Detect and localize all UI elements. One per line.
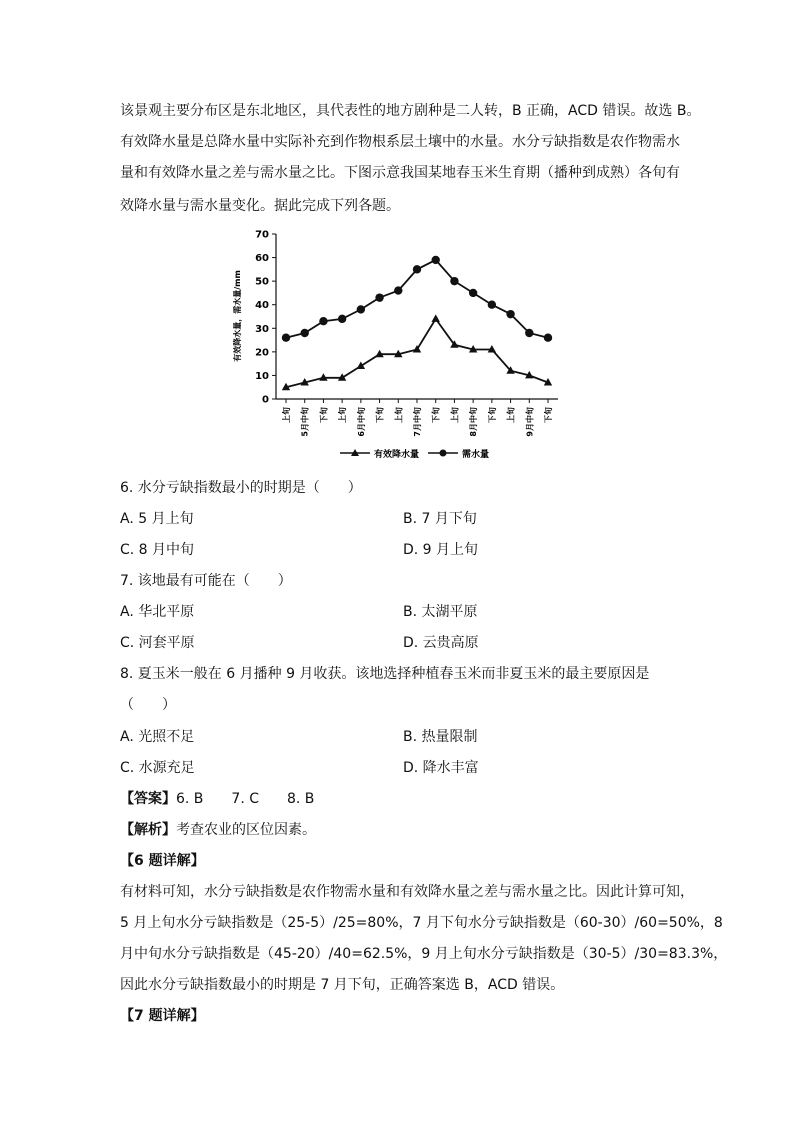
chart-legend xyxy=(340,448,489,460)
x-tick-label: 上旬 xyxy=(338,407,348,423)
demand-point xyxy=(544,334,552,342)
demand-point xyxy=(282,334,290,342)
x-tick-label: 上旬 xyxy=(450,407,460,423)
x-tick-label: 9月中旬 xyxy=(525,407,535,437)
legend-label-demand: 需水量 xyxy=(462,450,490,460)
demand-point xyxy=(469,289,477,297)
q7-option-b: B. 太湖平原 xyxy=(403,604,478,620)
q8-stem: 8. 夏玉米一般在 6 月播种 9 月收获。该地选择种植春玉米而非夏玉米的最主要原因是 xyxy=(120,666,650,682)
x-tick-label: 6月中旬 xyxy=(356,407,366,437)
answer-label: 【答案】 xyxy=(120,791,176,807)
x-tick-label: 8月中旬 xyxy=(469,407,479,437)
q6-stem: 6. 水分亏缺指数最小的时期是（ ） xyxy=(120,480,362,496)
precip-point xyxy=(432,314,440,322)
q8-paren: （ ） xyxy=(120,697,176,713)
x-tick-label: 下旬 xyxy=(487,407,497,423)
q8-option-d: D. 降水丰富 xyxy=(403,760,479,776)
q6-option-a: A. 5 月上旬 xyxy=(120,511,194,527)
x-tick-label: 下旬 xyxy=(319,407,329,423)
detail6-line-2: 5 月上旬水分亏缺指数是（25-5）/25=80%，7 月下旬水分亏缺指数是（60-30）/60=50%，8 xyxy=(120,915,723,931)
y-tick-label: 0 xyxy=(262,394,269,406)
detail6-heading: 【6 题详解】 xyxy=(120,853,205,869)
detail6-line-1: 有材料可知，水分亏缺指数是农作物需水量和有效降水量之差与需水量之比。因此计算可知， xyxy=(120,884,694,900)
demand-point xyxy=(413,265,421,273)
chart-axes xyxy=(276,234,558,399)
detail7-heading: 【7 题详解】 xyxy=(120,1008,205,1024)
demand-point xyxy=(394,286,402,294)
y-tick-label: 40 xyxy=(255,300,269,312)
demand-point xyxy=(357,305,365,313)
detail6-line-3: 月中旬水分亏缺指数是（45-20）/40=62.5%，9 月上旬水分亏缺指数是（30-5）/30=83.3%， xyxy=(120,946,728,962)
demand-point xyxy=(338,315,346,323)
x-tick-label: 下旬 xyxy=(375,407,385,423)
y-tick-label: 10 xyxy=(255,370,269,382)
x-tick-label: 上旬 xyxy=(506,407,516,423)
q7-option-c: C. 河套平原 xyxy=(120,635,195,651)
x-tick-label: 上旬 xyxy=(282,407,291,423)
q7-option-a: A. 华北平原 xyxy=(120,604,195,620)
demand-point xyxy=(525,329,533,337)
x-tick-label: 下旬 xyxy=(431,407,441,423)
demand-point xyxy=(319,317,327,325)
passage-line-2: 有效降水量是总降水量中实际补充到作物根系层土壤中的水量。水分亏缺指数是农作物需水 xyxy=(120,134,680,150)
demand-point xyxy=(506,310,514,318)
y-tick-label: 60 xyxy=(255,253,269,265)
series-points xyxy=(282,256,552,390)
legend-circle-marker xyxy=(440,450,447,457)
demand-point xyxy=(432,256,440,264)
q7-option-d: D. 云贵高原 xyxy=(403,635,479,651)
q6-option-b: B. 7 月下旬 xyxy=(403,511,477,527)
x-tick-label: 7月中旬 xyxy=(413,407,422,437)
demand-point xyxy=(301,329,309,337)
line-chart xyxy=(228,226,568,462)
analysis-label: 【解析】 xyxy=(120,822,176,838)
demand-point xyxy=(375,293,383,301)
y-tick-label: 30 xyxy=(255,323,269,335)
q6-option-d: D. 9 月上旬 xyxy=(403,542,479,558)
y-axis-label: 有效降水量，需水量/mm xyxy=(233,270,242,362)
y-tick-label: 50 xyxy=(255,276,269,288)
detail6-line-4: 因此水分亏缺指数最小的时期是 7 月下旬，正确答案选 B，ACD 错误。 xyxy=(120,977,565,993)
q8-option-c: C. 水源充足 xyxy=(120,760,195,776)
x-tick-label: 5月中旬 xyxy=(300,407,310,437)
passage-line-4: 效降水量与需水量变化。据此完成下列各题。 xyxy=(120,198,400,214)
q8-option-b: B. 热量限制 xyxy=(403,729,478,745)
analysis-text: 考查农业的区位因素。 xyxy=(176,822,316,838)
q7-stem: 7. 该地最有可能在（ ） xyxy=(120,573,292,589)
legend-label-precip: 有效降水量 xyxy=(374,450,420,460)
q8-option-a: A. 光照不足 xyxy=(120,729,195,745)
q6-option-c: C. 8 月中旬 xyxy=(120,542,195,558)
analysis-line xyxy=(120,820,316,840)
y-axis-title xyxy=(232,270,243,362)
demand-point xyxy=(488,301,496,309)
x-tick-label: 下旬 xyxy=(544,407,553,423)
x-ticks xyxy=(281,399,553,437)
passage-line-1: 该景观主要分布区是东北地区，具代表性的地方剧种是二人转，B 正确，ACD 错误。故选 B。 xyxy=(120,103,701,119)
y-tick-label: 20 xyxy=(255,347,269,359)
precip-point xyxy=(357,362,365,370)
demand-point xyxy=(450,277,458,285)
answer-line xyxy=(120,789,314,809)
passage-line-3: 量和有效降水量之差与需水量之比。下图示意我国某地春玉米生育期（播种到成熟）各旬有 xyxy=(120,165,680,181)
answer-text: 6. B 7. C 8. B xyxy=(176,791,315,807)
y-tick-label: 70 xyxy=(255,229,269,241)
y-ticks xyxy=(255,230,276,406)
x-tick-label: 上旬 xyxy=(394,407,404,423)
